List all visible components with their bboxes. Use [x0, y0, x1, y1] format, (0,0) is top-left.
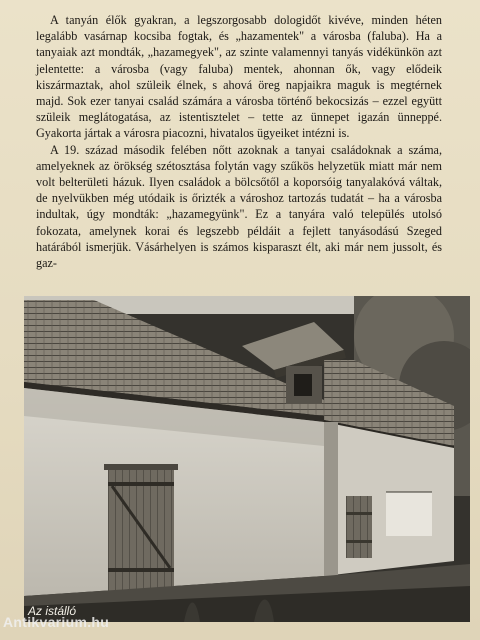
stable-photo [24, 296, 470, 622]
stable-building-image [24, 296, 470, 622]
paragraph-1: A tanyán élők gyakran, a legszorgosabb dologidőt kivéve, minden héten legalább vasárnap kocsiba fogtak, és „hazamentek" a városba (faluba). Ha a tanyaiak azt mondták, „hazamegyek", az szinte valamennyi tanyás vidékünkön azt jelentette: a városba (vagy faluba) mentek, ahonnan ők, vagy elődeik kiszármaztak, ahol szüleik élnek, s ahová öreg napjaikra maguk is megtérnek majd. Sok ezer tanyai család számára a városba történő bekocsizás – ezzel együtt szüleik meglátogatása, az istentisztelet – tette az ünnepet igazán ünneppé. Gyakorta jártak a városra piacozni, hivatalos ügyeiket intézni is. [36, 13, 442, 141]
watermark: Antikvarium.hu [3, 614, 110, 630]
body-text [36, 12, 442, 271]
photo-caption: Az istálló [28, 604, 77, 618]
paragraph-2: A 19. század második felében nőtt azoknak a tanyai családoknak a száma, amelyeknek az örökség szétosztása folytán vagy szűkös helyzetük miatt már nem volt belterületi házuk. Ilyen családok a bölcsőtől a koporsóig tanyalakóvá váltak, de nyelvükben még utódaik is őrizték a városhoz tartozás tudatát – ha a városba indultak, úgy mondták: „hazamegyünk". Ez a tanyára való település utolsó fokozata, amelynek korai és legszebb példáit a fejlett tanyásodású Szeged határából ismerjük. Vásárhelyen is számos kisparaszt élt, aki már nem jussolt, és gaz- [36, 142, 442, 271]
